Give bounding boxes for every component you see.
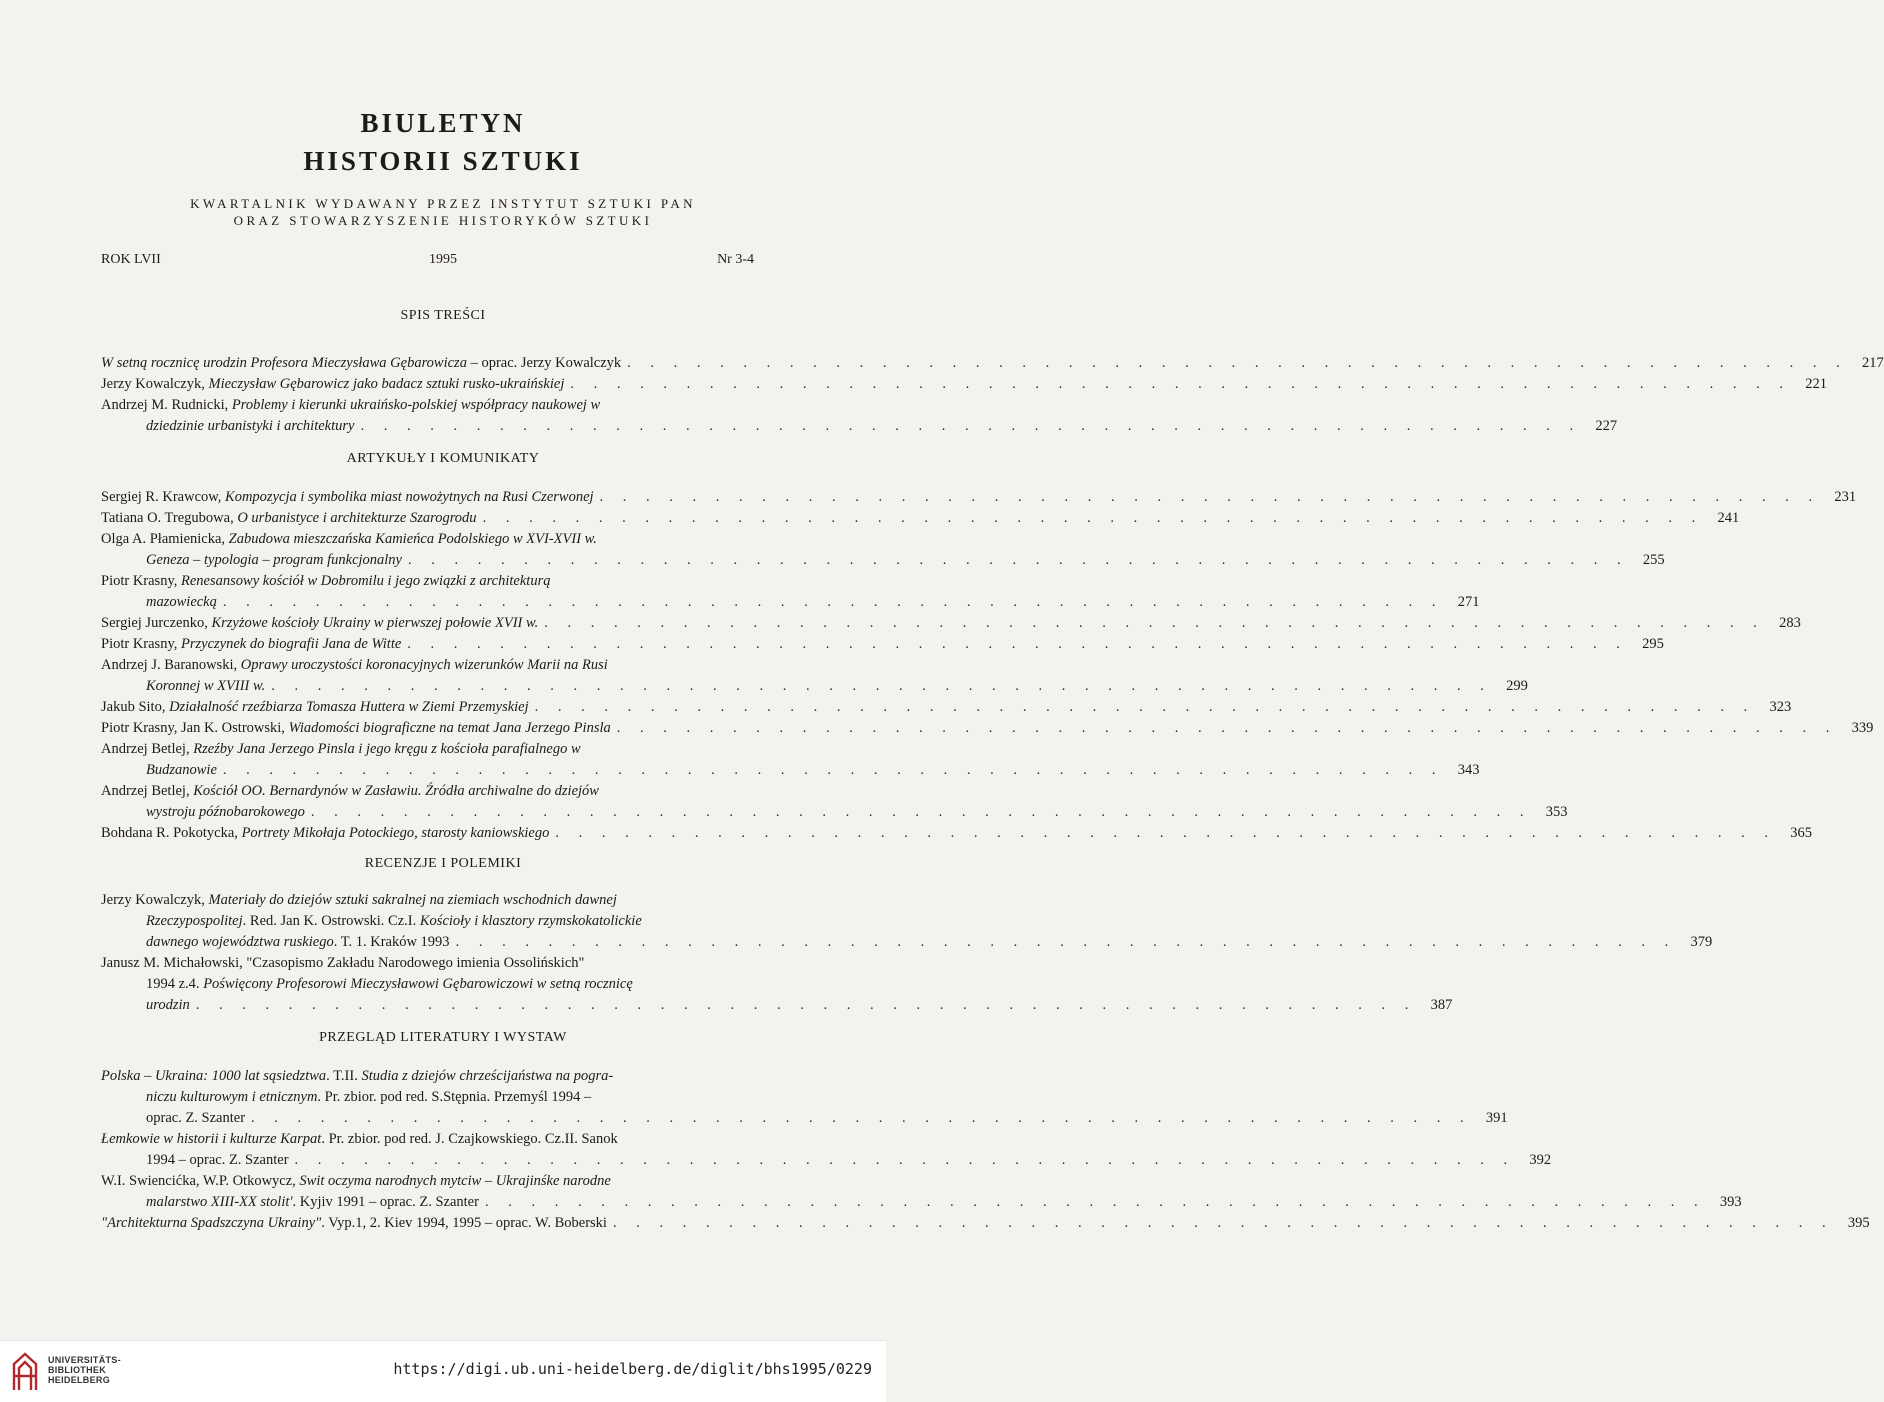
entry-text: . Pr. zbior. pod red. J. Czajkowskiego. Cz.II. Sanok xyxy=(321,1131,618,1147)
entry-title-text: Swit oczyma narodnych mytciw – Ukrajinśke narodne xyxy=(299,1173,611,1189)
toc-entry-line xyxy=(101,634,1664,655)
entry-title-text: urodzin xyxy=(146,997,190,1013)
journal-subtitle-line2: ORAZ STOWARZYSZENIE HISTORYKÓW SZTUKI xyxy=(233,213,653,228)
entry-title-text: Geneza – typologia – program funkcjonalny xyxy=(146,552,402,568)
entry-title-text: O urbanistyce i architekturze Szarogrodu xyxy=(237,510,477,526)
toc-entry-line xyxy=(101,760,1480,781)
leader-dots: . . . . . . . . . . . . . . . . . . . . . . . . . . . . . . . . . . . . . . . . . . . . . . . . . . . . . xyxy=(251,1110,1472,1126)
entry-text: Andrzej M. Rudnicki, xyxy=(101,397,232,413)
entry-text: Piotr Krasny, xyxy=(101,573,182,589)
entry-title-text: Rzeźby Jana Jerzego Pinsla i jego kręgu z kościoła parafialnego w xyxy=(193,741,581,757)
entry-title-text: Mieczysław Gębarowicz jako badacz sztuki rusko-ukraińskiej xyxy=(208,376,565,392)
toc-entry[interactable] xyxy=(101,395,1618,437)
page-number: 387 xyxy=(1430,997,1453,1013)
toc-entry[interactable] xyxy=(101,353,1884,374)
toc-entry-line xyxy=(101,953,754,974)
entry-title-text: Portrety Mikołaja Potockiego, starosty kaniowskiego xyxy=(241,825,550,841)
entry-title-text: W setną rocznicę urodzin Profesora Mieczysława Gębarowicza xyxy=(101,355,467,371)
entry-text: Sergiej Jurczenko, xyxy=(101,615,212,631)
toc-entry[interactable] xyxy=(101,613,1801,634)
section-reviews: RECENZJE I POLEMIKI xyxy=(364,856,522,871)
journal-title-line2: HISTORII SZTUKI xyxy=(303,146,583,176)
toc-entry[interactable] xyxy=(101,374,1827,395)
toc-entry[interactable] xyxy=(101,529,1665,571)
leader-dots: . . . . . . . . . . . . . . . . . . . . . . . . . . . . . . . . . . . . . . . . . . . . . . . . . . . . . xyxy=(222,594,1444,610)
page-number: 271 xyxy=(1457,594,1480,610)
toc-entry-line xyxy=(101,1192,1742,1213)
toc-entry[interactable] xyxy=(101,739,1480,781)
toc-literature xyxy=(101,1066,1870,1234)
toc-entry-line xyxy=(101,932,1713,953)
toc-entry-line xyxy=(101,655,754,676)
entry-text: Jerzy Kowalczyk, xyxy=(101,892,209,908)
entry-title-text: malarstwo XIII-XX stolit' xyxy=(146,1194,293,1210)
entry-title-text: Budzanowie xyxy=(146,762,217,778)
leader-dots: . . . . . . . . . . . . . . . . . . . . . . . . . . . . . . . . . . . . . . . . . . . . . . . . . . . . . xyxy=(627,355,1848,371)
entry-text: Andrzej Betlej, xyxy=(101,741,194,757)
entry-title-text: Kościoły i klasztory rzymskokatolickie xyxy=(419,913,642,929)
toc-reviews xyxy=(101,890,1713,1016)
issue-label: Nr 3-4 xyxy=(717,252,754,267)
volume-label: ROK LVII xyxy=(101,252,161,267)
toc-entry[interactable] xyxy=(101,781,1568,823)
entry-title-text: Problemy i kierunki ukraińsko-polskiej współpracy naukowej w xyxy=(231,397,601,413)
toc-entry-line xyxy=(101,550,1665,571)
page-number: 231 xyxy=(1834,489,1857,505)
entry-title-text: Kościół OO. Bernardynów w Zasławiu. Źródła archiwalne do dziejów xyxy=(193,783,599,799)
toc-entry-line xyxy=(101,1066,754,1087)
viewer-footer xyxy=(0,1340,886,1402)
page-number: 283 xyxy=(1779,615,1801,631)
entry-text: 1994 z.4. xyxy=(146,976,204,992)
page-number: 295 xyxy=(1642,636,1664,652)
page-number: 255 xyxy=(1642,552,1665,568)
entry-text: oprac. Z. Szanter xyxy=(146,1110,246,1126)
page-number: 339 xyxy=(1851,720,1874,736)
entry-title-text: mazowiecką xyxy=(146,594,217,610)
toc-entry[interactable] xyxy=(101,953,1453,1016)
toc-entry-line xyxy=(101,571,754,592)
toc-entry-line xyxy=(101,974,754,995)
toc-entry-line xyxy=(101,823,1812,844)
toc-entry-line xyxy=(101,416,1618,437)
leader-dots: . . . . . . . . . . . . . . . . . . . . . . . . . . . . . . . . . . . . . . . . . . . . . . . . . . . . . xyxy=(599,489,1821,505)
page-number: 392 xyxy=(1529,1152,1552,1168)
entry-title-text: Łemkowie w historii i kulturze Karpat xyxy=(101,1131,322,1147)
page-number: 323 xyxy=(1769,699,1792,715)
library-name-line1: UNIVERSITÄTS- xyxy=(48,1355,121,1365)
toc-entry-line xyxy=(101,592,1480,613)
entry-text: W.I. Swiencićka, W.P. Otkowycz, xyxy=(101,1173,300,1189)
entry-text: Bohdana R. Pokotycka, xyxy=(101,825,242,841)
page-number: 299 xyxy=(1506,678,1528,694)
toc-entry-line xyxy=(101,1213,1870,1234)
toc-entry-line xyxy=(101,508,1740,529)
journal-subtitle-line1: KWARTALNIK WYDAWANY PRZEZ INSTYTUT SZTUKI PAN xyxy=(190,196,696,211)
toc-entry-line xyxy=(101,1129,754,1150)
toc-title: SPIS TREŚCI xyxy=(400,308,486,323)
entry-title-text: Przyczynek do biografii Jana de Witte xyxy=(181,636,402,652)
entry-title-text: Studia z dziejów chrześcijaństwa na pogra- xyxy=(361,1068,614,1084)
entry-text: – oprac. Jerzy Kowalczyk xyxy=(466,355,622,371)
entry-title-text: Poświęcony Profesorowi Mieczysławowi Gębarowiczowi w setną rocznicę xyxy=(203,976,633,992)
entry-text: Andrzej J. Baranowski, xyxy=(101,657,241,673)
toc-entry-line xyxy=(101,697,1792,718)
leader-dots: . . . . . . . . . . . . . . . . . . . . . . . . . . . . . . . . . . . . . . . . . . . . . . . . . . . . . xyxy=(310,804,1532,820)
leader-dots: . . . . . . . . . . . . . . . . . . . . . . . . . . . . . . . . . . . . . . . . . . . . . . . . . . . . . xyxy=(360,418,1582,434)
entry-title-text: Koronnej w XVIII w. xyxy=(146,678,266,694)
entry-text: Piotr Krasny, Jan K. Ostrowski, xyxy=(101,720,289,736)
toc-intro xyxy=(101,353,1884,437)
document-url-link[interactable]: https://digi.ub.uni-heidelberg.de/diglit/bhs1995/0229 xyxy=(393,1360,872,1378)
page-number: 227 xyxy=(1595,418,1618,434)
toc-entry[interactable] xyxy=(101,487,1857,508)
leader-dots: . . . . . . . . . . . . . . . . . . . . . . . . . . . . . . . . . . . . . . . . . . . . . . . . . . . . . xyxy=(408,552,1629,568)
leader-dots: . . . . . . . . . . . . . . . . . . . . . . . . . . . . . . . . . . . . . . . . . . . . . . . . . . . . . xyxy=(544,615,1765,631)
leader-dots: . . . . . . . . . . . . . . . . . . . . . . . . . . . . . . . . . . . . . . . . . . . . . . . . . . . . . xyxy=(222,762,1444,778)
library-name xyxy=(48,1355,121,1385)
page-number: 395 xyxy=(1847,1215,1870,1231)
toc-entry-line xyxy=(101,395,754,416)
entry-title-text: Krzyżowe kościoły Ukrainy w pierwszej połowie XVII w. xyxy=(211,615,539,631)
entry-text: . T.II. xyxy=(326,1068,362,1084)
toc-entry-line xyxy=(101,781,754,802)
section-literature: PRZEGLĄD LITERATURY I WYSTAW xyxy=(319,1030,567,1045)
entry-title-text: "Architekturna Spadszczyna Ukrainy" xyxy=(101,1215,322,1231)
entry-text: . Vyp.1, 2. Kiev 1994, 1995 – oprac. W. Boberski xyxy=(321,1215,607,1231)
toc-entry-line xyxy=(101,487,1857,508)
toc-entry-line xyxy=(101,718,1874,739)
toc-entry[interactable] xyxy=(101,697,1792,718)
leader-dots: . . . . . . . . . . . . . . . . . . . . . . . . . . . . . . . . . . . . . . . . . . . . . . . . . . . . . xyxy=(455,934,1677,950)
page-number: 393 xyxy=(1719,1194,1742,1210)
entry-text: Sergiej R. Krawcow, xyxy=(101,489,226,505)
entry-text: Jerzy Kowalczyk, xyxy=(101,376,209,392)
toc-entry-line xyxy=(101,995,1453,1016)
entry-title-text: Działalność rzeźbiarza Tomasza Huttera w Ziemi Przemyskiej xyxy=(169,699,529,715)
leader-dots: . . . . . . . . . . . . . . . . . . . . . . . . . . . . . . . . . . . . . . . . . . . . . . . . . . . . . xyxy=(294,1152,1516,1168)
library-name-line2: BIBLIOTHEK xyxy=(48,1365,106,1375)
toc-entry-line xyxy=(101,613,1801,634)
entry-title-text: Kompozycja i symbolika miast nowożytnych na Rusi Czerwonej xyxy=(225,489,594,505)
entry-title-text: Renesansowy kościół w Dobromilu i jego związki z architekturą xyxy=(181,573,551,589)
toc-entry[interactable] xyxy=(101,571,1480,613)
entry-text: . T. 1. Kraków 1993 xyxy=(333,934,450,950)
toc-entry-line xyxy=(101,911,754,932)
toc-entry[interactable] xyxy=(101,718,1874,739)
page-number: 391 xyxy=(1485,1110,1508,1126)
section-articles: ARTYKUŁY I KOMUNIKATY xyxy=(346,451,540,466)
entry-text: Piotr Krasny, xyxy=(101,636,182,652)
page-number: 365 xyxy=(1790,825,1812,841)
entry-title-text: niczu kulturowym i etnicznym xyxy=(146,1089,318,1105)
entry-title-text: Materiały do dziejów sztuki sakralnej na ziemiach wschodnich dawnej xyxy=(208,892,617,908)
entry-text: Jakub Sito, xyxy=(101,699,170,715)
toc-articles xyxy=(101,487,1874,844)
toc-entry-line xyxy=(101,529,754,550)
leader-dots: . . . . . . . . . . . . . . . . . . . . . . . . . . . . . . . . . . . . . . . . . . . . . . . . . . . . . xyxy=(271,678,1492,694)
leader-dots: . . . . . . . . . . . . . . . . . . . . . . . . . . . . . . . . . . . . . . . . . . . . . . . . . . . . . xyxy=(482,510,1704,526)
entry-text: 1994 – oprac. Z. Szanter xyxy=(146,1152,289,1168)
leader-dots: . . . . . . . . . . . . . . . . . . . . . . . . . . . . . . . . . . . . . . . . . . . . . . . . . . . . . xyxy=(570,376,1791,392)
entry-title-text: dawnego województwa ruskiego xyxy=(146,934,334,950)
entry-title-text: dziedzinie urbanistyki i architektury xyxy=(146,418,355,434)
page-number: 353 xyxy=(1545,804,1568,820)
page-number: 241 xyxy=(1717,510,1740,526)
toc-entry[interactable] xyxy=(101,1066,1508,1129)
toc-entry[interactable] xyxy=(101,1129,1552,1171)
toc-entry-line xyxy=(101,676,1528,697)
toc-entry-line xyxy=(101,1171,754,1192)
toc-entry-line xyxy=(101,890,754,911)
toc-entry-line xyxy=(101,353,1884,374)
leader-dots: . . . . . . . . . . . . . . . . . . . . . . . . . . . . . . . . . . . . . . . . . . . . . . . . . . . . . xyxy=(534,699,1756,715)
page-number: 221 xyxy=(1805,376,1827,392)
entry-title-text: Rzeczypospolitej xyxy=(146,913,243,929)
toc-entry[interactable] xyxy=(101,823,1812,844)
toc-entry[interactable] xyxy=(101,890,1713,953)
leader-dots: . . . . . . . . . . . . . . . . . . . . . . . . . . . . . . . . . . . . . . . . . . . . . . . . . . . . . xyxy=(555,825,1776,841)
journal-title-line1: BIULETYN xyxy=(360,108,526,138)
leader-dots: . . . . . . . . . . . . . . . . . . . . . . . . . . . . . . . . . . . . . . . . . . . . . . . . . . . . . xyxy=(195,997,1417,1013)
toc-entry-line xyxy=(101,1087,754,1108)
toc-entry[interactable] xyxy=(101,508,1740,529)
year-label: 1995 xyxy=(429,252,457,267)
toc-entry-line xyxy=(101,1108,1508,1129)
leader-dots: . . . . . . . . . . . . . . . . . . . . . . . . . . . . . . . . . . . . . . . . . . . . . . . . . . . . . xyxy=(612,1215,1834,1231)
toc-entry-line xyxy=(101,739,754,760)
leader-dots: . . . . . . . . . . . . . . . . . . . . . . . . . . . . . . . . . . . . . . . . . . . . . . . . . . . . . xyxy=(484,1194,1706,1210)
toc-entry-line xyxy=(101,802,1568,823)
entry-title-text: wystroju późnobarokowego xyxy=(146,804,305,820)
leader-dots: . . . . . . . . . . . . . . . . . . . . . . . . . . . . . . . . . . . . . . . . . . . . . . . . . . . . . xyxy=(407,636,1628,652)
leader-dots: . . . . . . . . . . . . . . . . . . . . . . . . . . . . . . . . . . . . . . . . . . . . . . . . . . . . . xyxy=(616,720,1838,736)
entry-text: Tatiana O. Tregubowa, xyxy=(101,510,238,526)
page-number: 379 xyxy=(1690,934,1713,950)
entry-text: . Red. Jan K. Ostrowski. Cz.I. xyxy=(242,913,420,929)
entry-text: Janusz M. Michałowski, "Czasopismo Zakładu Narodowego imienia Ossolińskich" xyxy=(101,955,585,971)
library-name-line3: HEIDELBERG xyxy=(48,1375,111,1385)
toc-entry[interactable] xyxy=(101,634,1664,655)
page-number: 343 xyxy=(1457,762,1480,778)
toc-entry[interactable] xyxy=(101,1171,1742,1213)
entry-title-text: Oprawy uroczystości koronacyjnych wizerunków Marii na Rusi xyxy=(240,657,608,673)
entry-text: Olga A. Płamienicka, xyxy=(101,531,229,547)
entry-text: . Kyjiv 1991 – oprac. Z. Szanter xyxy=(292,1194,479,1210)
entry-title-text: Zabudowa mieszczańska Kamieńca Podolskiego w XVI-XVII w. xyxy=(228,531,597,547)
toc-entry[interactable] xyxy=(101,655,1528,697)
entry-text: . Pr. zbior. pod red. S.Stępnia. Przemyśl 1994 – xyxy=(317,1089,592,1105)
entry-title-text: Wiadomości biograficzne na temat Jana Jerzego Pinsla xyxy=(288,720,611,736)
university-library-logo-icon xyxy=(11,1350,39,1394)
toc-entry[interactable] xyxy=(101,1213,1870,1234)
entry-text: Andrzej Betlej, xyxy=(101,783,194,799)
toc-entry-line xyxy=(101,1150,1552,1171)
toc-entry-line xyxy=(101,374,1827,395)
page-number: 217 xyxy=(1862,355,1884,371)
entry-title-text: Polska – Ukraina: 1000 lat sąsiedztwa xyxy=(101,1068,327,1084)
